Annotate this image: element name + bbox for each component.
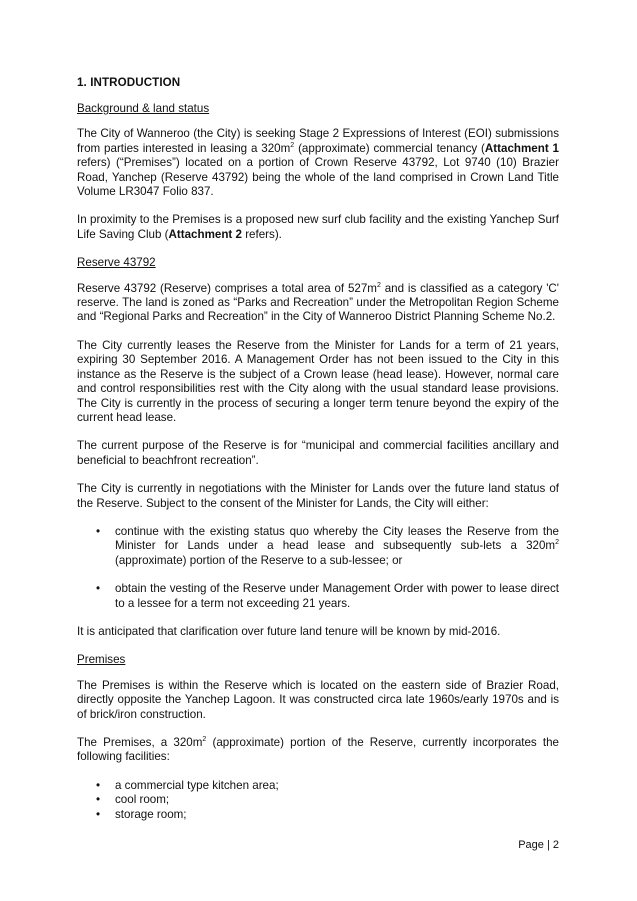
- subheading-premises: Premises: [77, 653, 126, 667]
- paragraph-background-1: The City of Wanneroo (the City) is seeking Stage 2 Expressions of Interest (EOI) submissions from parties interested in leasing a $320m^2$ (approximate) commercial tenancy (Attachment 1 refers) (“Premises”) located on a portion of Crown Reserve 43792, Lot 9740 (10) Brazier Road, Yanchep (Reserve 43792) being the whole of the land comprised in Crown Land Title Volume LR3047 Folio 837.: [77, 127, 559, 199]
- paragraph-reserve-3: The current purpose of the Reserve is for “municipal and commercial facilities ancillary and beneficial to beachfront recreation”.: [77, 439, 559, 467]
- list-item: • obtain the vesting of the Reserve under Management Order with power to lease direct to a lessee for a term not exceeding 21 years.: [96, 582, 559, 610]
- paragraph-reserve-1: Reserve 43792 (Reserve) comprises a total area of $527m^2$ and is classified as a category 'C' reserve. The land is zoned as “Parks and Recreation” under the Metropolitan Region Scheme and “Regional Parks and Recreation” in the City of Wanneroo District Planning Scheme No.2.: [77, 281, 560, 324]
- bullet-icon: •: [96, 807, 101, 821]
- paragraph-background-2: In proximity to the Premises is a proposed new surf club facility and the existing Yanchep Surf Life Saving Club (Attachment 2 refers).: [77, 213, 559, 241]
- paragraph-reserve-5: It is anticipated that clarification over future land tenure will be known by mid-2016.: [77, 624, 501, 638]
- paragraph-premises-1: The Premises is within the Reserve which is located on the eastern side of Brazier Road, directly opposite the Yanchep Lagoon. It was constructed circa late 1960s/early 1970s and is of brick/iron construction.: [77, 678, 559, 721]
- paragraph-reserve-4: The City is currently in negotiations with the Minister for Lands over the future land status of the Reserve. Subject to the consent of the Minister for Lands, the City will either:: [77, 482, 559, 510]
- paragraph-premises-2: The Premises, a $320m^2$ (approximate) portion of the Reserve, currently incorporates the following facilities:: [77, 736, 559, 764]
- bullet-icon: •: [96, 524, 101, 538]
- section-heading: 1. INTRODUCTION: [77, 76, 181, 89]
- subheading-background: Background & land status: [77, 102, 210, 115]
- page-number: Page | 2: [518, 839, 559, 851]
- subheading-reserve: Reserve 43792: [77, 256, 156, 270]
- list-item: • cool room;: [96, 793, 170, 807]
- page-content: [77, 76, 559, 836]
- list-item: • storage room;: [96, 807, 187, 821]
- bullet-icon: •: [96, 582, 101, 596]
- bullet-icon: •: [96, 778, 101, 792]
- list-item: • a commercial type kitchen area;: [96, 778, 279, 792]
- bullet-icon: •: [96, 793, 101, 807]
- paragraph-reserve-2: The City currently leases the Reserve from the Minister for Lands for a term of 21 years, expiring 30 September 2016. A Management Order has not been issued to the City in this instance as the Reserve is the subject of a Crown lease (head lease). However, normal care and control responsibilities rest with the City along with the usual standard lease provisions. The City is currently in the process of securing a longer term tenure beyond the expiry of the current head lease.: [77, 338, 559, 424]
- list-item: • continue with the existing status quo whereby the City leases the Reserve from the Minister for Lands under a head lease and subsequently sub-lets a $320m^2$ (approximate) portion of the Reserve to a sub-lessee; or: [96, 524, 559, 567]
- facilities-list: [77, 779, 559, 822]
- reserve-options-list: [77, 525, 559, 611]
